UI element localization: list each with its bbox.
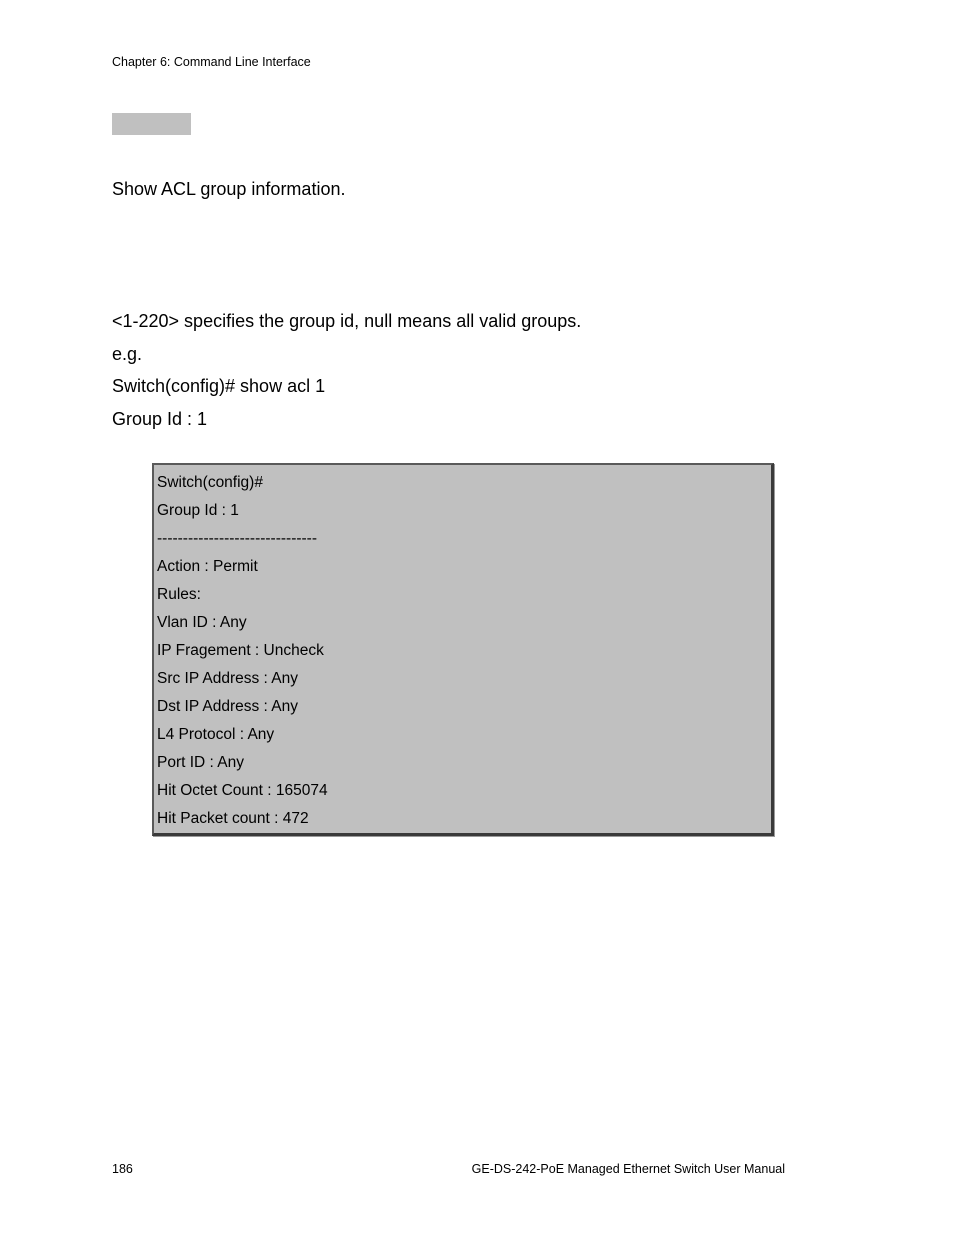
console-line: Hit Octet Count : 165074	[157, 782, 328, 799]
console-line: Rules:	[157, 586, 201, 603]
parameter-description: <1-220> specifies the group id, null means all valid groups.	[112, 311, 582, 331]
manual-title: GE-DS-242-PoE Managed Ethernet Switch User Manual	[471, 1162, 785, 1176]
example-command: Switch(config)# show acl 1	[112, 376, 326, 396]
console-line: L4 Protocol : Any	[157, 726, 275, 743]
console-line: -------------------------------	[157, 530, 318, 547]
chapter-header: Chapter 6: Command Line Interface	[112, 55, 311, 69]
page-number: 186	[112, 1162, 133, 1176]
console-line: Vlan ID : Any	[157, 614, 247, 631]
console-line: IP Fragement : Uncheck	[157, 642, 324, 659]
console-lines	[157, 469, 328, 833]
console-line: Src IP Address : Any	[157, 670, 299, 687]
example-group-id: Group Id : 1	[112, 409, 208, 429]
console-line: Switch(config)#	[157, 474, 263, 491]
section-label-placeholder	[112, 113, 191, 135]
console-line: Action : Permit	[157, 558, 258, 575]
console-line: Dst IP Address : Any	[157, 698, 299, 715]
console-output-box	[152, 463, 774, 836]
command-description: Show ACL group information.	[112, 179, 346, 199]
example-label: e.g.	[112, 344, 143, 364]
console-line: Port ID : Any	[157, 754, 245, 771]
console-line: Group Id : 1	[157, 502, 239, 519]
console-line: Hit Packet count : 472	[157, 810, 309, 827]
